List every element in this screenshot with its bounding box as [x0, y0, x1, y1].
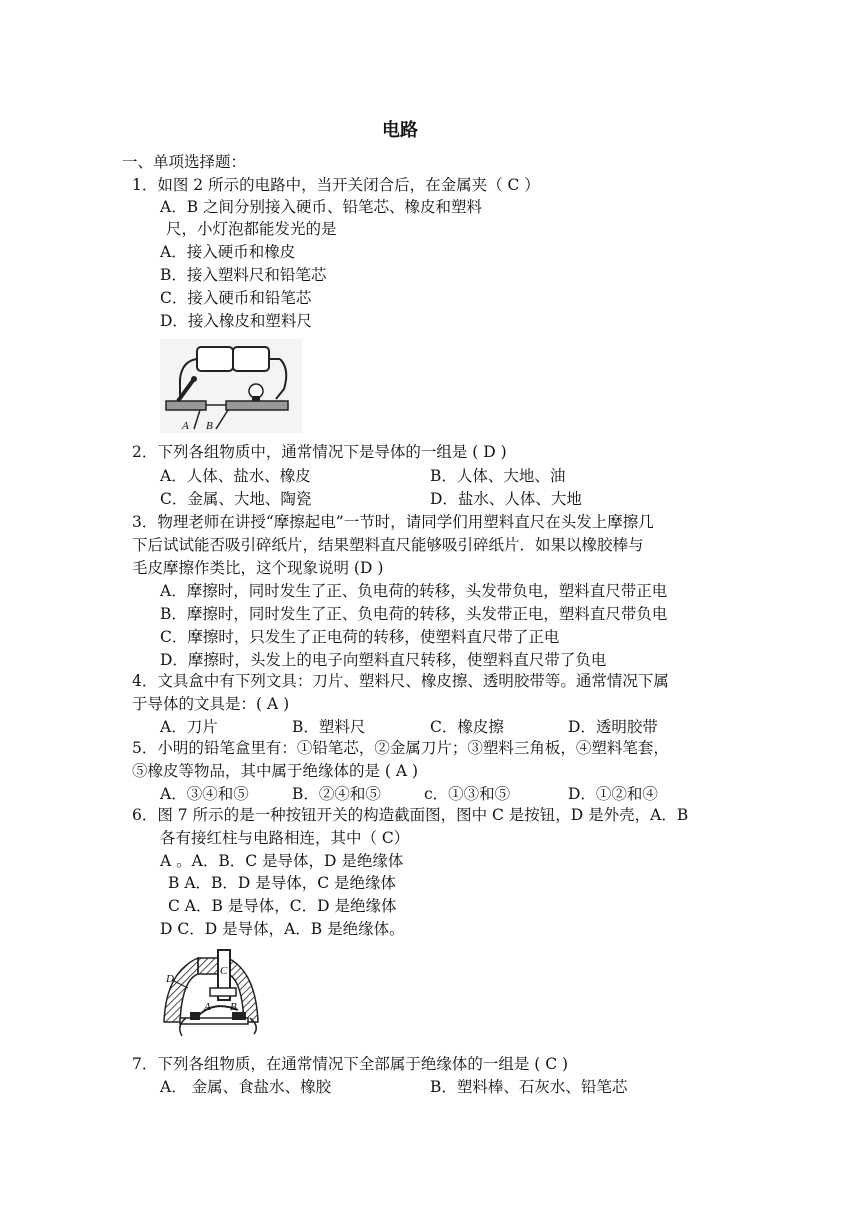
q3-option-c: C．摩擦时，只发生了正电荷的转移，使塑料直尺带了正电: [160, 628, 560, 646]
q6-stem-line2: 各有接红柱与电路相连，其中（ C）: [160, 829, 410, 847]
q5-stem-line1: 5．小明的铅笔盒里有：①铅笔芯，②金属刀片；③塑料三角板，④塑料笔套，: [132, 739, 669, 757]
circuit-figure: [160, 339, 302, 433]
q1-stem-line2: A．B 之间分别接入硬币、铅笔芯、橡皮和塑料: [160, 198, 483, 216]
q7-stem: 7．下列各组物质，在通常情况下全部属于绝缘体的一组是 ( C ): [132, 1055, 569, 1073]
figure-label-c: C: [220, 965, 228, 977]
q6-option-c: C A．B 是导体，C．D 是绝缘体: [168, 897, 397, 915]
figure-label-d: D: [166, 973, 174, 985]
q4-stem-line1: 4．文具盒中有下列文具：刀片、塑料尺、橡皮擦、透明胶带等。通常情况下属: [132, 672, 669, 690]
figure-label-b: B: [206, 420, 213, 432]
q5-stem-line2: ⑤橡皮等物品，其中属于绝缘体的是 ( A ): [132, 762, 419, 780]
q1-option-d: D．接入橡皮和塑料尺: [160, 312, 312, 330]
q4-option-d: D．透明胶带: [568, 718, 658, 736]
q1-stem-line3: 尺，小灯泡都能发光的是: [166, 220, 337, 238]
q5-option-a: A．③④和⑤: [160, 785, 249, 803]
page-title: 电路: [382, 120, 418, 141]
q3-stem-line1: 3．物理老师在讲授“摩擦起电”一节时，请同学们用塑料直尺在头发上摩擦几: [132, 513, 654, 531]
q3-option-d: D．摩擦时，头发上的电子向塑料直尺转移，使塑料直尺带了负电: [160, 651, 607, 669]
figure-label-b2: B: [230, 1001, 237, 1013]
q5-option-c: c．①③和⑤: [424, 785, 511, 803]
q2-stem: 2．下列各组物质中，通常情况下是导体的一组是 ( D ): [132, 443, 507, 461]
q3-option-a: A．摩擦时，同时发生了正、负电荷的转移，头发带负电，塑料直尺带正电: [160, 582, 668, 600]
q1-stem-line1: 1．如图 2 所示的电路中，当开关闭合后，在金属夹（ C ）: [132, 176, 540, 194]
q2-option-b: B．人体、大地、油: [430, 467, 566, 485]
figure-label-a: A: [182, 420, 189, 432]
q6-option-b: B A．B．D 是导体，C 是绝缘体: [168, 874, 397, 892]
q5-option-d: D．①②和④: [568, 785, 658, 803]
q3-stem-line3: 毛皮摩擦作类比，这个现象说明 (D ): [132, 559, 384, 577]
q1-option-c: C．接入硬币和铅笔芯: [160, 289, 312, 307]
q4-option-a: A．刀片: [160, 718, 218, 736]
q4-option-c: C．橡皮擦: [430, 718, 504, 736]
q3-option-b: B．摩擦时，同时发生了正、负电荷的转移，头发带正电，塑料直尺带负电: [160, 605, 668, 623]
q6-option-d: D C．D 是导体，A．B 是绝缘体。: [160, 920, 405, 938]
button-switch-figure: [158, 944, 264, 1040]
section-heading: 一、单项选择题：: [122, 153, 247, 171]
q7-option-b: B．塑料棒、石灰水、铅笔芯: [430, 1078, 628, 1096]
q5-option-b: B．②④和⑤: [292, 785, 381, 803]
q2-option-d: D．盐水、人体、大地: [430, 490, 582, 508]
q4-stem-line2: 于导体的文具是：( A ): [132, 695, 290, 713]
q2-option-c: C．金属、大地、陶瓷: [160, 490, 312, 508]
q2-option-a: A．人体、盐水、橡皮: [160, 467, 311, 485]
q6-stem-line1: 6．图 7 所示的是一种按钮开关的构造截面图，图中 C 是按钮，D 是外壳，A．B: [132, 806, 689, 824]
q4-option-b: B．塑料尺: [292, 718, 366, 736]
figure-label-a2: A: [204, 1001, 211, 1013]
q6-option-a: A 。A．B．C 是导体，D 是绝缘体: [160, 852, 404, 870]
q1-option-a: A．接入硬币和橡皮: [160, 243, 296, 261]
q3-stem-line2: 下后试试能否吸引碎纸片，结果塑料直尺能够吸引碎纸片．如果以橡胶棒与: [132, 536, 644, 554]
q7-option-a: A． 金属、食盐水、橡胶: [160, 1078, 332, 1096]
q1-option-b: B．接入塑料尺和铅笔芯: [160, 266, 327, 284]
